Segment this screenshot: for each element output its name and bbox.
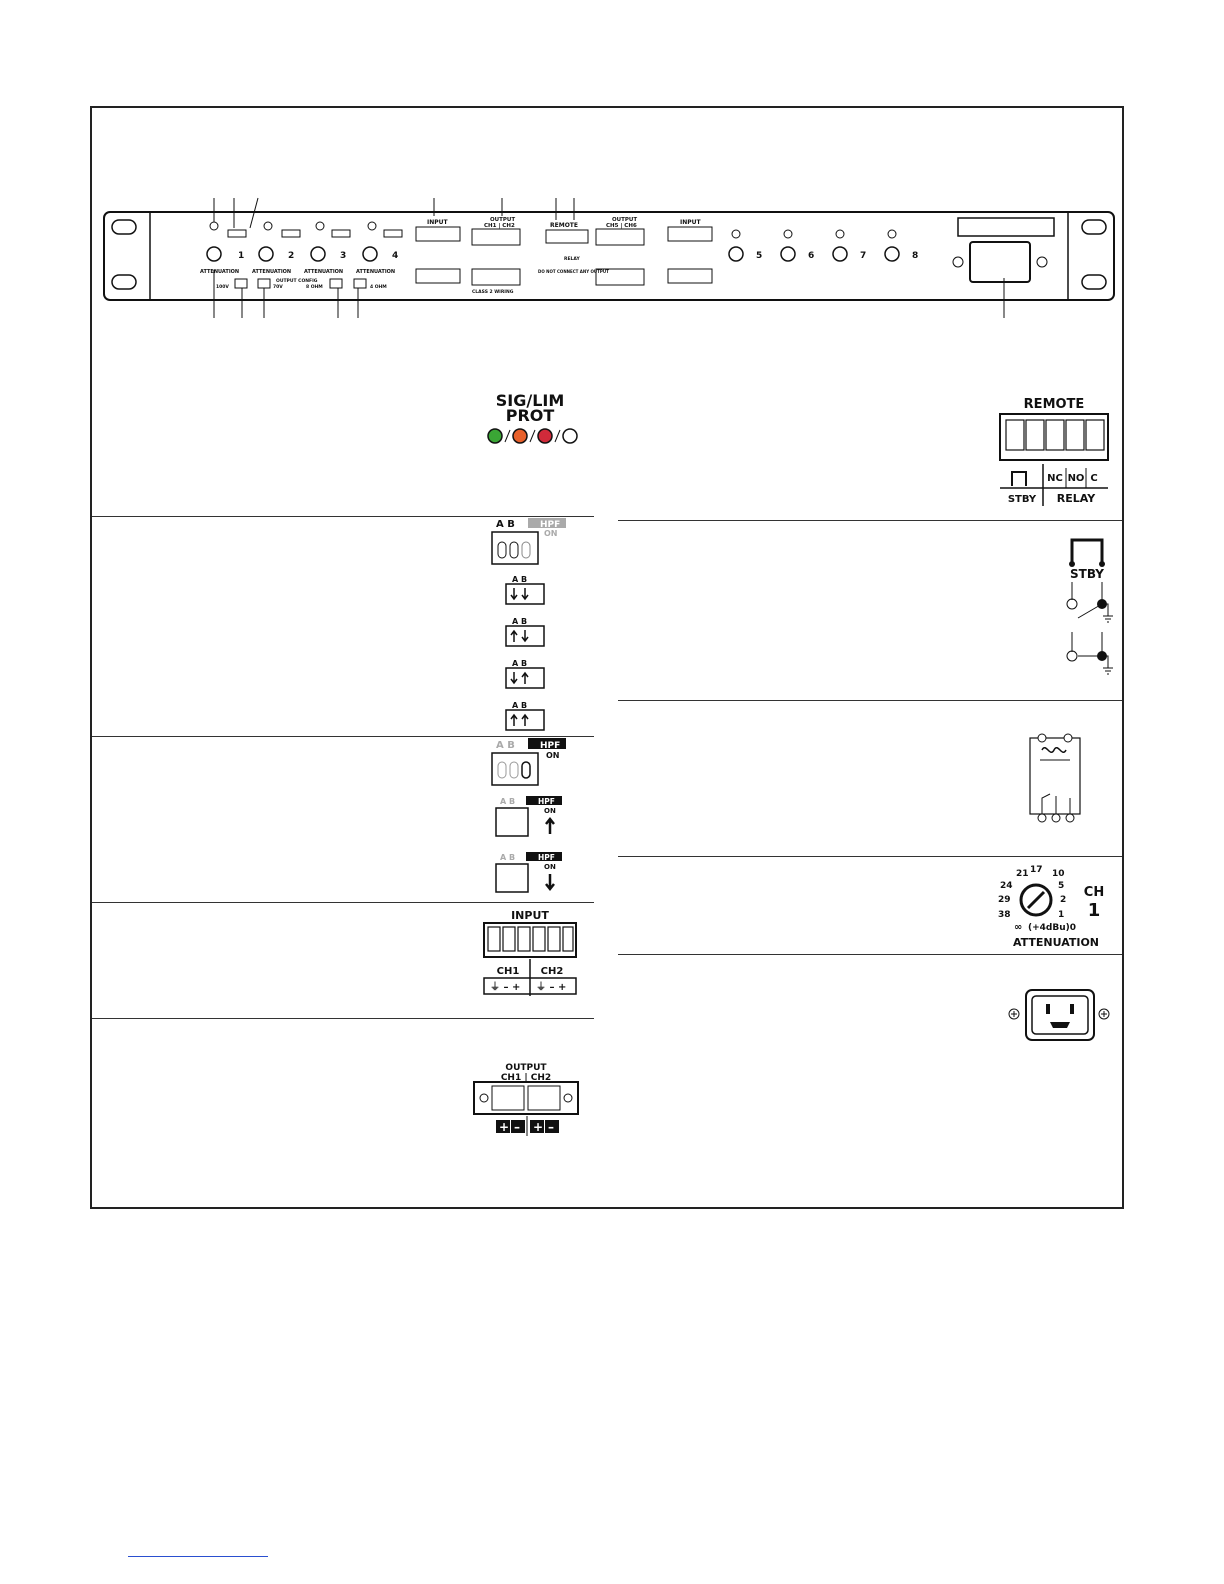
hpf-switch-on bbox=[496, 796, 562, 836]
knob-value: 24 bbox=[1000, 881, 1013, 891]
knob-value: 38 bbox=[998, 910, 1011, 920]
input-label: INPUT bbox=[427, 219, 448, 226]
relay-diagram bbox=[1024, 730, 1086, 826]
channel-number: 6 bbox=[808, 251, 815, 261]
ab-switch-down-up bbox=[506, 659, 544, 688]
knob-value: 1 bbox=[1058, 910, 1065, 920]
channel-number: 7 bbox=[860, 251, 867, 261]
sig-lim-label: SIG/LIM bbox=[495, 391, 565, 410]
white-led-icon bbox=[563, 429, 577, 443]
on-label: ON bbox=[546, 751, 560, 760]
relay-label: RELAY bbox=[564, 257, 580, 262]
knob-value: 29 bbox=[998, 895, 1011, 905]
svg-text:⏚ – +: ⏚ – + bbox=[490, 982, 521, 993]
channel-number: 2 bbox=[288, 251, 295, 261]
output-config-label: OUTPUT CONFIG bbox=[276, 279, 318, 284]
knob-value: (+4dBu)0 bbox=[1028, 923, 1077, 933]
knob-value: 21 bbox=[1016, 869, 1029, 879]
relay-label: RELAY bbox=[1056, 492, 1096, 505]
config-100v-label: 100V bbox=[216, 285, 229, 290]
output-ch-label: CH1 | CH2 bbox=[500, 1073, 552, 1083]
channel-number: 8 bbox=[912, 251, 919, 261]
attenuation-label: ATTENUATION bbox=[356, 269, 396, 275]
attenuation-knob-legend bbox=[994, 862, 1118, 950]
output-label: OUTPUT bbox=[490, 217, 516, 223]
orange-led-icon bbox=[513, 429, 527, 443]
config-4ohm-label: 4 OHM bbox=[370, 285, 387, 290]
channel-number: 3 bbox=[340, 251, 347, 261]
red-led-icon bbox=[538, 429, 552, 443]
green-led-icon bbox=[488, 429, 502, 443]
channel-number: 4 bbox=[392, 251, 399, 261]
attenuation-label: ATTENUATION bbox=[252, 269, 292, 275]
stby-label: STBY bbox=[1069, 567, 1105, 581]
hpf-switch-off bbox=[496, 852, 562, 892]
ab-switch-up-up bbox=[506, 701, 544, 730]
ab-switch-up-down bbox=[506, 617, 544, 646]
do-not-connect-note: DO NOT CONNECT ANY OUTPUT bbox=[538, 269, 609, 274]
knob-value: ∞ bbox=[1014, 922, 1023, 933]
svg-text:–: – bbox=[548, 1120, 554, 1134]
knob-ch-label: CH bbox=[1083, 885, 1105, 900]
section-divider bbox=[618, 954, 1122, 955]
knob-value: 17 bbox=[1030, 865, 1043, 875]
remote-label: REMOTE bbox=[550, 222, 578, 229]
channel-number: 5 bbox=[756, 251, 763, 261]
input-connector-legend bbox=[480, 906, 580, 998]
section-divider bbox=[618, 700, 1122, 701]
nc-label: NC bbox=[1047, 473, 1063, 484]
config-70v-label: 70V bbox=[273, 285, 283, 290]
config-8ohm-label: 8 OHM bbox=[306, 285, 323, 290]
class2-wiring-label: CLASS 2 WIRING bbox=[472, 290, 514, 295]
rear-panel-illustration bbox=[100, 190, 1120, 320]
attenuation-label: ATTENUATION bbox=[304, 269, 344, 275]
hpf-label: HPF bbox=[538, 853, 555, 862]
ab-switch-legend bbox=[488, 518, 568, 733]
section-divider bbox=[92, 1018, 594, 1019]
sig-lim-prot-legend bbox=[480, 388, 590, 448]
input-label: INPUT bbox=[680, 219, 701, 226]
stby-label: STBY bbox=[1007, 494, 1037, 505]
knob-value: 2 bbox=[1060, 895, 1067, 905]
svg-text:A B: A B bbox=[512, 659, 528, 668]
output-label: OUTPUT bbox=[505, 1063, 547, 1073]
svg-text:–: – bbox=[514, 1120, 520, 1134]
ab-switch-down-down bbox=[506, 575, 544, 604]
attenuation-label: ATTENUATION bbox=[1012, 936, 1100, 949]
no-label: NO bbox=[1067, 473, 1085, 484]
output-ch-label: CH1 | CH2 bbox=[484, 223, 515, 229]
hpf-switch-legend bbox=[488, 738, 572, 896]
svg-text:A B: A B bbox=[512, 617, 528, 626]
svg-text:+: + bbox=[533, 1120, 544, 1134]
ab-label: A B bbox=[496, 519, 515, 530]
on-label: ON bbox=[544, 863, 556, 871]
prot-label: PROT bbox=[505, 406, 555, 425]
on-label: ON bbox=[544, 529, 558, 538]
output-ch-label: CH5 | CH6 bbox=[606, 223, 637, 229]
remote-label: REMOTE bbox=[1023, 397, 1085, 412]
section-divider bbox=[92, 516, 594, 517]
hpf-label: HPF bbox=[538, 797, 555, 806]
section-divider bbox=[92, 902, 594, 903]
svg-text:+: + bbox=[499, 1120, 510, 1134]
section-divider bbox=[618, 856, 1122, 857]
svg-text:⏚ – +: ⏚ – + bbox=[536, 982, 567, 993]
knob-ch-number: 1 bbox=[1087, 900, 1101, 921]
hpf-label: HPF bbox=[540, 741, 561, 751]
on-label: ON bbox=[544, 807, 556, 815]
output-connector-legend bbox=[470, 1060, 582, 1138]
ab-label: A B bbox=[496, 740, 515, 751]
channel-number: 1 bbox=[238, 251, 245, 261]
svg-text:A B: A B bbox=[512, 701, 528, 710]
output-label: OUTPUT bbox=[612, 217, 638, 223]
knob-value: 10 bbox=[1052, 869, 1065, 879]
svg-text:A B: A B bbox=[512, 575, 528, 584]
knob-value: 5 bbox=[1058, 881, 1065, 891]
hpf-label: HPF bbox=[540, 520, 561, 530]
section-divider bbox=[618, 520, 1122, 521]
footnote-rule bbox=[128, 1556, 268, 1557]
input-label: INPUT bbox=[511, 909, 549, 922]
standby-diagram bbox=[1058, 534, 1122, 684]
ch1-label: CH1 bbox=[496, 966, 520, 977]
section-divider bbox=[92, 736, 594, 737]
svg-text:A B: A B bbox=[500, 853, 516, 862]
attenuation-label: ATTENUATION bbox=[200, 269, 240, 275]
remote-connector-legend bbox=[994, 394, 1114, 508]
ch2-label: CH2 bbox=[540, 966, 564, 977]
svg-text:A B: A B bbox=[500, 797, 516, 806]
power-inlet-legend bbox=[1006, 988, 1114, 1044]
c-label: C bbox=[1090, 473, 1098, 484]
